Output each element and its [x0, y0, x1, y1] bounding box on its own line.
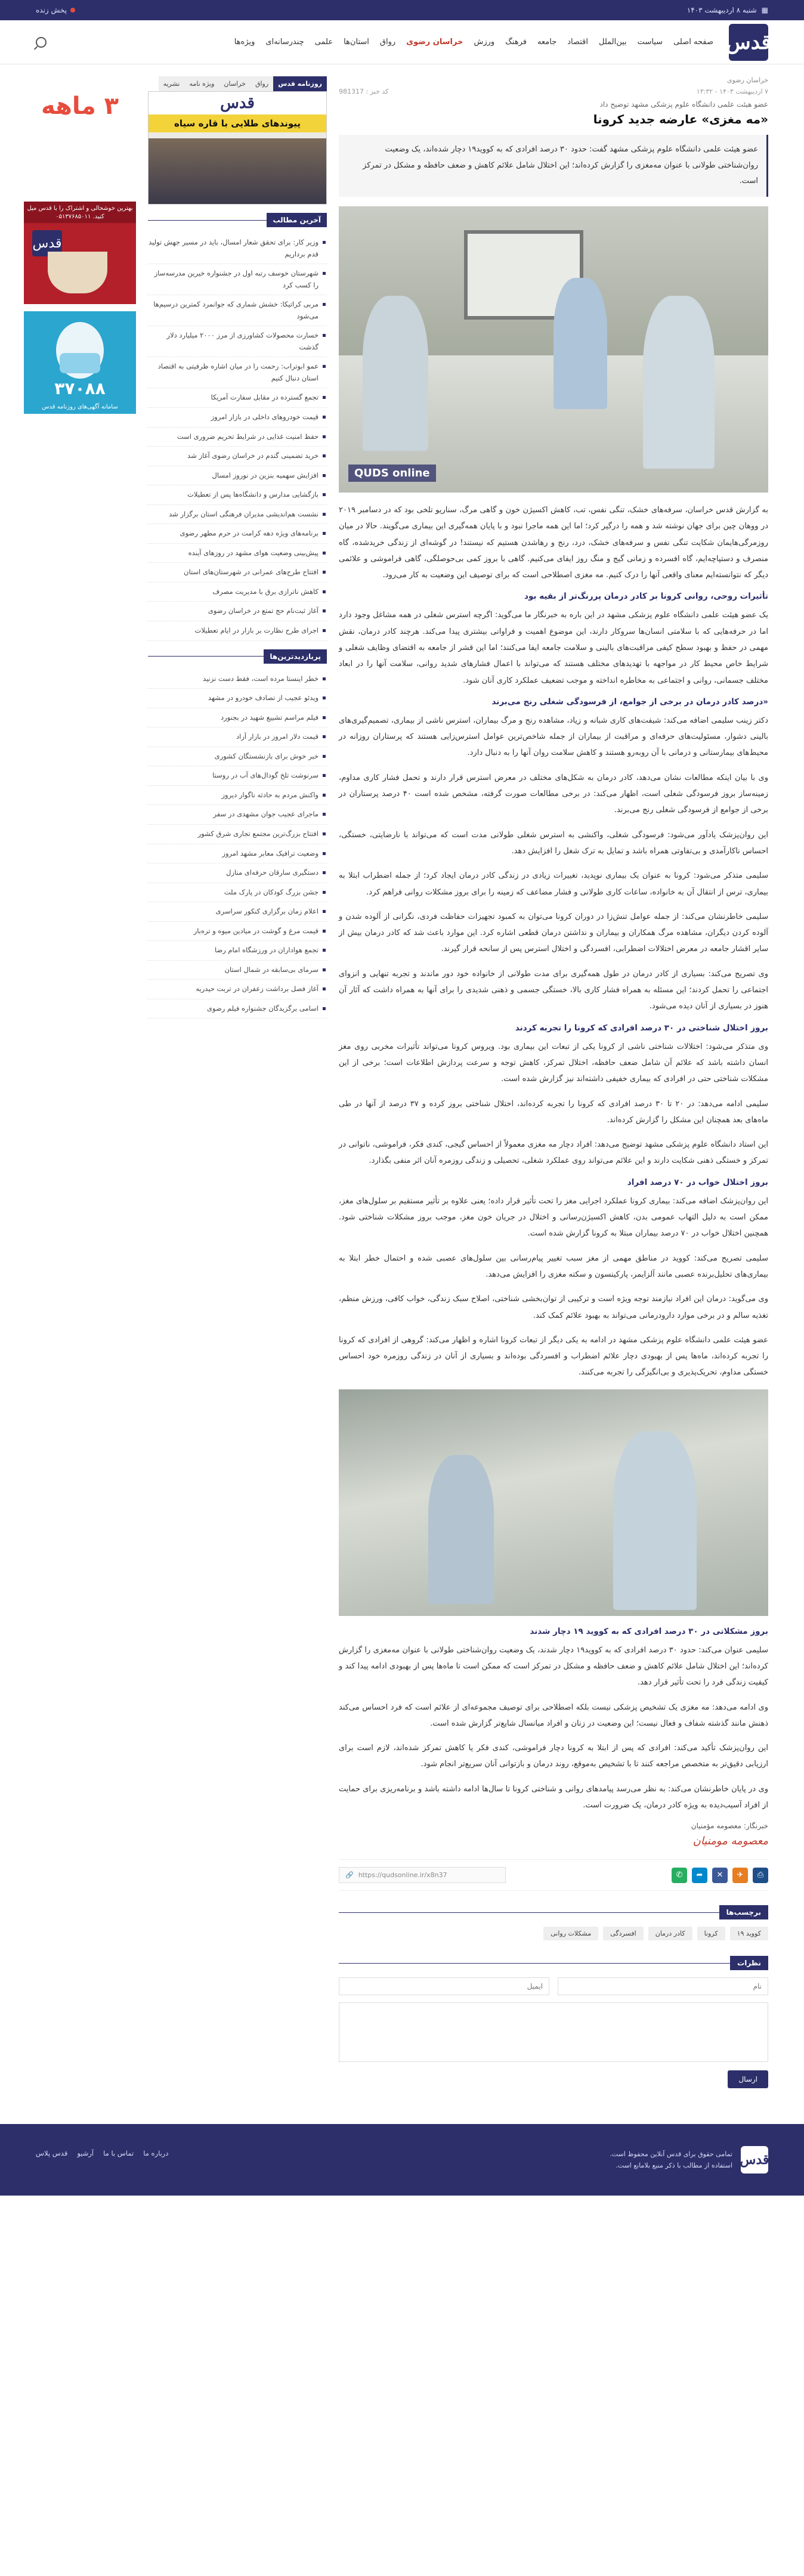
latest-news-item[interactable]: افتتاح طرح‌های عمرانی در شهرستان‌های استان [148, 563, 327, 583]
search-icon[interactable] [36, 37, 47, 48]
latest-news-item[interactable]: مربی کراتیکا: خشش شماری که جوانمرد کمترین درسیم‌ها می‌شود [148, 295, 327, 326]
article-subheading: «درصد کادر درمان در برخی از جوامع، از فرسودگی شغلی رنج می‌برند [491, 696, 768, 707]
telegram-icon[interactable]: ✈ [732, 1868, 748, 1883]
latest-news-item[interactable]: وزیر کار: برای تحقق شعار امسال، باید در مسیر جهش تولید قدم برداریم [148, 233, 327, 264]
page-container [27, 64, 768, 2088]
popular-news-item[interactable]: وضعیت ترافیک معابر مشهد امروز [148, 844, 327, 864]
article-meta [339, 88, 768, 95]
reporter-signature: معصومه مومنیان [692, 1835, 768, 1848]
latest-news-list [148, 233, 327, 641]
tag-item[interactable]: کووید ۱۹ [730, 1927, 768, 1940]
footer-link[interactable]: درباره ما [143, 2149, 169, 2158]
latest-news-item[interactable]: آغاز ثبت‌نام حج تمتع در خراسان رضوی [148, 602, 327, 621]
comment-email-input[interactable] [339, 1977, 549, 1995]
live-label: پخش زنده [36, 6, 67, 14]
article-paragraph: سلیمی تصریح می‌کند: کووید در مناطق مهمی از مغز سبب تغییر پیام‌رسانی بین سلول‌های عصبی شده و احتمال خطر ابتلا به بیماری‌های تحلیل‌برنده عصبی مانند آلزایمر، پارکینسون و سکته مغزی را افزایش می‌دهد. [339, 1253, 768, 1279]
footer-link[interactable]: آرشیو [77, 2149, 94, 2158]
nav-item[interactable]: چندرسانه‌ای [265, 38, 304, 47]
latest-news-item[interactable]: برنامه‌های ویژه دهه کرامت در حرم مطهر رضوی [148, 524, 327, 544]
comment-form-row [339, 1977, 768, 1995]
paper-tab[interactable]: نشریه [159, 76, 185, 91]
popular-news-item[interactable]: قیمت دلار امروز در بازار آزاد [148, 727, 327, 747]
article-paragraph: به گزارش قدس خراسان، سرفه‌های خشک، تنگی نفس، تب، کاهش اکسیژن خون و گاهی مرگ، سناریو تلخی بود که در دسامبر ۲۰۱۹ در ووهان چین برای جهان نوشته شد و همه را درگیر کرد؛ اما این همه ماجرا نبود و با پایان همه‌گیری این بیماری می‌گویند. حالا در میان روزمرگی‌هایمان شکایت تنگی نفس و سرفه‌های خشک، درد، رنج و رهاشدن هستیم که نیستند! در گوشه‌ای از زندگی خریدشده، گاه منصرف و دستپاچه‌ایم، گاه افسرده و زمانی گیج و منگ روز ایفای می‌کنیم. گاهی با بروز کمی بی‌حوصلگی، گاهی فراموشی و علائمی دیگر که نتوانسته‌ایم معنای واقعی آنها را درک کنیم. مه مغزی اصطلاحی است که برای توصیف این وضعیت به کار می‌رود. [339, 505, 768, 580]
latest-news-item[interactable]: خرید تضمینی گندم در خراسان رضوی آغاز شد [148, 447, 327, 466]
nav-item[interactable]: استان‌ها [344, 38, 369, 47]
latest-news-item[interactable]: اجرای طرح نظارت بر بازار در ایام تعطیلات [148, 621, 327, 641]
classified-ad-number: ۳۷۰۸۸ [54, 379, 106, 398]
nav-item[interactable]: فرهنگ [505, 38, 527, 47]
nav-item[interactable]: بین‌الملل [598, 38, 627, 47]
reporter-label: خبرنگار: معصومه مؤمنیان [691, 1822, 768, 1831]
tag-item[interactable]: کادر درمان [648, 1927, 692, 1940]
article-date: ۷ اردیبهشت ۱۴۰۳ - ۱۳:۳۲ [696, 88, 768, 95]
latest-news-item[interactable]: افزایش سهمیه بنزین در نوروز امسال [148, 466, 327, 486]
tag-item[interactable]: افسردگی [603, 1927, 644, 1940]
popular-news-item[interactable]: ماجرای عجیب جوان مشهدی در سفر [148, 805, 327, 825]
popular-news-item[interactable]: خبر خوش برای بازنشستگان کشوری [148, 747, 327, 767]
footer-copyright-text: تمامی حقوق برای قدس آنلاین محفوظ است. [610, 2150, 732, 2158]
top-bar [0, 0, 804, 20]
nav-item[interactable]: اقتصاد [567, 38, 588, 47]
live-dot-icon [70, 8, 75, 13]
footer-links [36, 2141, 168, 2157]
latest-heading: آخرین مطالب [148, 213, 327, 227]
classified-ad[interactable] [24, 311, 136, 414]
popular-news-item[interactable]: فیلم مراسم تشییع شهید در بجنورد [148, 708, 327, 728]
comment-text-input[interactable] [339, 2002, 768, 2062]
article-paragraph: وی در پایان خاطرنشان می‌کند: به نظر می‌رسد پیامدهای روانی و شناختی کرونا تا سال‌ها ادامه داشته باشد و برنامه‌ریزی برای حمایت از افراد آسیب‌دیده به ویژه کادر درمان، یک ضرورت است. [339, 1784, 768, 1810]
footer-link[interactable]: تماس با ما [103, 2149, 134, 2158]
tag-item[interactable]: کرونا [697, 1927, 725, 1940]
sidebar-news [148, 76, 327, 2088]
comments-heading: نظرات [339, 1956, 768, 1970]
site-header [0, 20, 804, 64]
paper-tab[interactable]: خراسان [219, 76, 251, 91]
tags-heading: برچسب‌ها [339, 1905, 768, 1919]
mask-icon [60, 353, 100, 373]
article [339, 76, 768, 2088]
popular-news-item[interactable]: ویدئو عجیب از تصادف خودرو در مشهد [148, 689, 327, 708]
article-paragraph: وی ادامه می‌دهد: مه مغزی یک تشخیص پزشکی نیست بلکه اصطلاحی برای توصیف مجموعه‌ای از علائم است که فرد احساس می‌کند ذهنش مانند گذشته شفاف و فعال نیست؛ این وضعیت در زنان و افراد میانسال شایع‌تر گزارش شده است. [339, 1702, 768, 1728]
popular-news-item[interactable]: جشن بزرگ کودکان در پارک ملت [148, 883, 327, 903]
latest-news-item[interactable]: حفظ امنیت غذایی در شرایط تحریم ضروری است [148, 428, 327, 447]
article-paragraph: این استاد دانشگاه علوم پزشکی مشهد توضیح می‌دهد: افراد دچار مه مغزی معمولاً از احساس گیجی، کندی فکر، فراموشی، ناتوانی در تمرکز و خستگی ذهنی شکایت دارند و این علائم می‌تواند روی عملکرد شغلی، تحصیلی و زندگی روزمره آنان اثر منفی بگذارد. [339, 1140, 768, 1166]
article-paragraph: دکتر زینب سلیمی اضافه می‌کند: شیفت‌های کاری شبانه و زیاد، مشاهده رنج و مرگ بیماران، استرس ناشی از بیماری، تصمیم‌گیری‌های بالینی دشوار، مسئولیت‌های حرفه‌ای و مراقبت از بیماران از جمله شاخص‌ترین عوامل استرس‌زایی هستند که پرستاران روزانه در محیط‌های بیمارستانی و درمانی با آن روبه‌رو هستند و کاهش سلامت روان آنها را به دنبال دارد. [339, 716, 768, 758]
article-subheading: تأثیرات روحی، روانی کرونا بر کادر درمان پررنگ‌تر از بقیه بود [524, 592, 768, 602]
article-paragraph: عضو هیئت علمی دانشگاه علوم پزشکی مشهد در ادامه به یکی دیگر از تبعات کرونا اشاره و اظهار می‌کند: گروهی از افرادی که کرونا را تجربه کرده‌اند، ماه‌ها پس از بهبودی دچار علائم اضطراب و افسردگی بوده‌اند و بسیاری از آنان در زندگی روزمره خود احساس خستگی مداوم، تحریک‌پذیری و بی‌انگیزگی را تجربه می‌کنند. [339, 1335, 768, 1377]
article-code: کد خبر : 981317 [339, 88, 389, 95]
latest-news-item[interactable]: قیمت خودروهای داخلی در بازار امروز [148, 408, 327, 428]
article-paragraph: سلیمی خاطرنشان می‌کند: از جمله عوامل تنش‌زا در دوران کرونا می‌توان به کمبود تجهیزات حفاظت فردی، نگرانی از آلوده شدن و آلوده کردن دیگران، مشاهده مرگ همکاران و بیماران و نداشتن درمان قطعی اشاره کرد. این موارد باعث شد که کادر درمان بیش از سایر اقشار جامعه در معرض اختلالات اضطرابی، افسردگی و اختلال استرس پس از سانحه قرار گیرند. [339, 912, 768, 954]
article-subheading: بروز اختلال شناختی در ۳۰ درصد افرادی که کرونا را تجربه کردند [515, 1023, 768, 1033]
short-link-text: https://qudsonline.ir/x8n37 [358, 1871, 447, 1880]
photo-watermark: QUDS online [348, 465, 436, 482]
article-paragraph: سلیمی ادامه می‌دهد: در ۲۰ تا ۳۰ درصد افرادی که کرونا را تجربه کرده‌اند، اختلال شناختی بروز کرده و ۳۷ درصد از آنها در طی ماه‌های بعد همچنان این مشکل را گزارش کرده‌اند. [339, 1099, 768, 1125]
popular-news-item[interactable]: خطر اینستا مرده است، فقط دست نزنید [148, 670, 327, 689]
live-broadcast-link[interactable] [36, 6, 75, 14]
tea-cup-icon [48, 252, 107, 293]
paper-tab[interactable]: رواق [251, 76, 273, 91]
popular-news-item[interactable]: واکنش مردم به حادثه ناگوار دیروز [148, 786, 327, 806]
latest-news-item[interactable]: تجمع گسترده در مقابل سفارت آمریکا [148, 388, 327, 408]
popular-news-item[interactable]: افتتاح بزرگ‌ترین مجتمع تجاری شرق کشور [148, 825, 327, 844]
paper-headline: پیوندهای طلایی با قاره سیاه [149, 114, 326, 132]
article-paragraph: این روان‌پزشک تأکید می‌کند: افرادی که پس از ابتلا به کرونا دچار فراموشی، کندی فکر یا کاهش تمرکز شده‌اند، لازم است برای ارزیابی دقیق‌تر به متخصص مراجعه کنند تا با تشخیص به‌موقع، روند درمان و بازتوانی آنان سریع‌تر انجام شود. [339, 1744, 768, 1769]
article-kicker: عضو هیئت علمی دانشگاه علوم پزشکی مشهد توضیح داد [599, 100, 768, 109]
comment-name-input[interactable] [558, 1977, 768, 1995]
site-footer [0, 2124, 804, 2196]
comment-submit-button[interactable]: ارسال [728, 2070, 768, 2088]
latest-news-item[interactable]: شهرستان خوسف رتبه اول در جشنواره خیرین مدرسه‌ساز را کسب کرد [148, 264, 327, 295]
article-title: «مه مغزی» عارضه جدید کرونا [593, 112, 768, 126]
popular-news-item[interactable]: دستگیری سارقان حرفه‌ای منازل [148, 863, 327, 883]
popular-news-list [148, 670, 327, 1019]
footer-link[interactable]: قدس پلاس [36, 2149, 68, 2158]
classified-ad-caption: سامانه آگهی‌های روزنامه قدس [42, 404, 118, 410]
paper-tab[interactable]: روزنامه قدس [273, 76, 327, 91]
nav-item[interactable]: خراسان رضوی [406, 38, 463, 47]
share-icon[interactable]: ➦ [692, 1868, 707, 1883]
nav-item[interactable]: سیاست [637, 38, 663, 47]
latest-news-item[interactable]: خسارت محصولات کشاورزی از مرز ۲۰۰۰ میلیارد دلار گذشت [148, 326, 327, 357]
article-paragraph: وی می‌گوید: درمان این افراد نیازمند توجه ویژه است و ترکیبی از توان‌بخشی شناختی، اصلاح سبک زندگی، خواب کافی، ورزش منظم، تغذیه سالم و در برخی موارد دارودرمانی می‌تواند به بهبود علائم کمک کند. [339, 1295, 768, 1320]
subscription-ad-logo: قدس [32, 230, 62, 256]
print-icon[interactable]: ⎙ [753, 1868, 768, 1883]
nav-item[interactable]: رواق [379, 38, 396, 47]
calendar-icon: ▦ [761, 6, 768, 14]
main-nav [47, 38, 713, 47]
nav-item[interactable]: علمی [314, 38, 333, 47]
paper-tabs [148, 76, 327, 91]
popular-news-item[interactable]: اعلام زمان برگزاری کنکور سراسری [148, 902, 327, 922]
article-subheading: بروز مشکلاتی در ۳۰ درصد افرادی که به کووید ۱۹ دچار شدند [530, 1626, 768, 1636]
article-paragraph: یک عضو هیئت علمی دانشگاه علوم پزشکی مشهد در این باره به خبرنگار ما می‌گوید: اگرچه استرس شغلی در همه مشاغل وجود دارد اما در حرفه‌هایی که با سلامتی انسان‌ها سروکار دارند، این موضوع اهمیت و فراوانی بیشتری پیدا می‌کند. هرچند کادر درمان، نقش مهمی در حفظ و بهبود سطح کیفی مراقبت‌های بالینی و سلامت جامعه ایفا می‌کنند؛ اما این قشر از جامعه به اقتضای وظایف شغلی و شرایط خاص محیط کار در مواجهه با تهدیدهای مختلف هستند که می‌تواند با اعمال فشارهای شدید روانی، سلامت آنها را در ابعاد مختلف جسمانی، روانی و اجتماعی به مخاطره انداخته و موجب تضعیف عملکرد کاری آنان شود. [339, 611, 768, 685]
site-logo[interactable]: قدس [729, 24, 768, 61]
article-paragraph: وی با بیان اینکه مطالعات نشان می‌دهد، کادر درمان به شکل‌های مختلف در معرض استرس قرار دارند و تحمل فشار کاری مداوم، زمینه‌ساز بروز فرسودگی شغلی است، اظهار می‌کند: در برخی مطالعات صورت گرفته، مشخص شده است ۴۰ درصد پرستاران در برخی از جوامع از فرسودگی شغلی رنج می‌برند. [339, 773, 768, 815]
popular-news-item[interactable]: قیمت مرغ و گوشت در میادین میوه و تره‌بار [148, 922, 327, 942]
subscription-promo[interactable]: ۳ ماهه [41, 92, 119, 120]
nav-item[interactable]: صفحه اصلی [673, 38, 713, 47]
article-lead: عضو هیئت علمی دانشگاه علوم پزشکی مشهد گفت: حدود ۳۰ درصد افرادی که به کووید۱۹ دچار شده‌اند، یک وضعیت روان‌شناختی طولانی با عنوان مه‌مغزی را گزارش کرده‌اند؛ این اختلال شامل علائم کاهش و ضعف حافظه و مشکل در تمرکز است. [339, 135, 768, 197]
article-paragraph: این روان‌پزشک اضافه می‌کند: بیماری کرونا عملکرد اجرایی مغز را تحت تأثیر قرار داده؛ یعنی علاوه بر تأثیر مستقیم بر سلول‌های مغز، ممکن است به دلیل التهاب عمومی بدن، کاهش اکسیژن‌رسانی و اختلال در جریان خون مغز، موجب بروز مشکلات شناختی شود. همچنین اختلال خواب در ۷۰ درصد بیماران مبتلا به کرونا گزارش شده است. [339, 1196, 768, 1239]
article-paragraph: این روان‌پزشک یادآور می‌شود: فرسودگی شغلی، واکنشی به استرس شغلی طولانی مدت است که می‌تواند با نارضایتی، خستگی، احساس ناکارآمدی و بی‌تفاوتی همراه باشد و تمایل به ترک شغل را افزایش دهد. [339, 830, 768, 856]
popular-news-item[interactable]: آغاز فصل برداشت زعفران در تربت حیدریه [148, 980, 327, 999]
article-main-photo [339, 206, 768, 493]
whatsapp-icon[interactable]: ✆ [672, 1868, 687, 1883]
sidebar-ads [24, 76, 136, 2088]
subscription-ad[interactable] [24, 202, 136, 304]
share-bar [339, 1859, 768, 1891]
article-paragraph: سلیمی متذکر می‌شود: کرونا به عنوان یک بیماری نوپدید، تغییرات زیادی در زندگی کادر درمان ایجاد کرد؛ از جمله اضطراب ابتلا به بیماری، ترس از انتقال آن به خانواده، ساعات کاری طولانی و فشار مضاعف که زمینه را برای بروز مشکلات روانی فراهم کرد. [339, 871, 768, 897]
footer-copyright-sub: استفاده از مطالب با ذکر منبع بلامانع است. [616, 2162, 732, 2170]
popular-news-item[interactable]: سرنوشت تلخ گودال‌های آب در روستا [148, 766, 327, 786]
short-link[interactable] [339, 1867, 506, 1883]
latest-news-item[interactable]: عمو ابوتراب: رحمت را در میان اشاره ظرفیتی به اقتصاد استان دنبال کنیم [148, 357, 327, 388]
paper-tab[interactable]: ویژه نامه [184, 76, 219, 91]
latest-news-item[interactable]: کاهش ناترازی برق با مدیریت مصرف [148, 583, 327, 602]
link-icon: 🔗 [345, 1871, 354, 1880]
breadcrumb[interactable]: خراسان رضوی [726, 76, 768, 84]
date-text: شنبه ۸ اردیبهشت ۱۴۰۳ [687, 6, 757, 14]
latest-news-item[interactable]: پیش‌بینی وضعیت هوای مشهد در روزهای آینده [148, 544, 327, 564]
popular-news-item[interactable]: اسامی برگزیدگان جشنواره فیلم رضوی [148, 999, 327, 1019]
tags-list [339, 1927, 768, 1940]
article-paragraph: وی تصریح می‌کند: بسیاری از کادر درمان در طول همه‌گیری برای مدت طولانی از خانواده خود دور ماندند و تجربه تنهایی و انزوای اجتماعی را تحمل کردند؛ این مسئله به همراه فشار کاری بالا، خستگی جسمی و ذهنی شدیدی را برای آنها به همراه داشت که آثار آن هنوز در بسیاری از آنان دیده می‌شود. [339, 969, 768, 1011]
latest-news-item[interactable]: بازگشایی مدارس و دانشگاه‌ها پس از تعطیلات [148, 485, 327, 505]
nav-item[interactable]: ورزش [474, 38, 495, 47]
article-paragraph: وی متذکر می‌شود: اختلالات شناختی ناشی از کرونا یکی از تبعات این بیماری بود. ویروس کرونا می‌تواند تأثیرات مخربی روی مغز انسان داشته باشد که علائم آن شامل ضعف حافظه، اختلال تمرکز، کاهش توجه و سرعت پردازش اطلاعات است؛ برخی از این مشکلات شناختی حتی در افرادی که بیماری خفیفی داشته‌اند نیز گزارش شده است. [339, 1042, 768, 1084]
twitter-icon[interactable]: ✕ [712, 1868, 728, 1883]
paper-masthead: قدس [149, 92, 326, 114]
popular-news-item[interactable]: تجمع هواداران در ورزشگاه امام رضا [148, 941, 327, 961]
nav-item[interactable]: جامعه [537, 38, 557, 47]
footer-logo[interactable]: قدس [741, 2146, 768, 2174]
footer-copyright [610, 2148, 732, 2172]
article-second-photo [339, 1389, 768, 1616]
article-body [339, 502, 768, 1813]
date-display [687, 6, 768, 14]
latest-news-item[interactable]: نشست هم‌اندیشی مدیران فرهنگی استان برگزار شد [148, 505, 327, 525]
nav-item[interactable]: ویژه‌ها [234, 38, 255, 47]
newspaper-cover[interactable] [148, 91, 327, 205]
article-paragraph: سلیمی عنوان می‌کند: حدود ۳۰ درصد افرادی که به کووید۱۹ دچار شدند، یک وضعیت روان‌شناختی طولانی با عنوان مه‌مغزی را گزارش کرده‌اند؛ این اختلال شامل علائم کاهش و ضعف حافظه و مشکل در تمرکز است که ممکن است تا ماه‌ها پس از بهبودی ادامه پیدا کند و کیفیت زندگی فرد را تحت تأثیر قرار دهد. [339, 1645, 768, 1688]
tag-item[interactable]: مشکلات روانی [543, 1927, 598, 1940]
subscription-ad-text: بهترین خوشحالی و اشتراک را با قدس میل کنید. ۰۵۱۳۷۶۸۵۰۱۱ [24, 202, 136, 223]
popular-heading: پربازدیدترین‌ها [148, 649, 327, 664]
popular-news-item[interactable]: سرمای بی‌سابقه در شمال استان [148, 961, 327, 980]
article-subheading: بروز اختلال خواب در ۷۰ درصد افراد [627, 1177, 768, 1187]
